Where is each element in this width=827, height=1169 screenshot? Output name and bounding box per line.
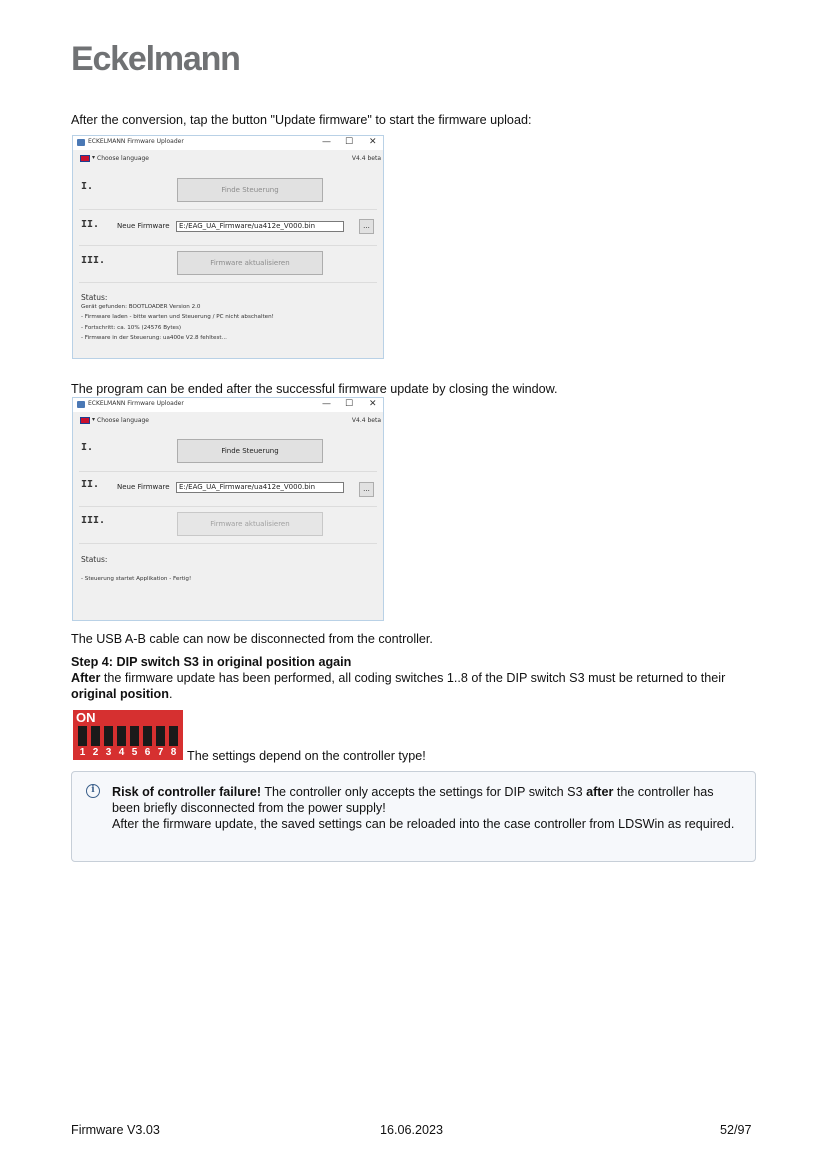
uk-flag-icon[interactable] <box>80 155 90 162</box>
step-one-label: I. <box>81 442 94 453</box>
status-line: - Firmware laden - bitte warten und Steuerung / PC nicht abschalten! <box>81 314 274 320</box>
firmware-path-input[interactable]: E:/EAG_UA_Firmware/ua412e_V000.bin <box>176 482 344 493</box>
dip-number: 8 <box>170 747 177 758</box>
dip-number: 4 <box>118 747 125 758</box>
dip-number: 2 <box>92 747 99 758</box>
language-selector[interactable]: Choose language <box>97 155 149 162</box>
intro-text: After the conversion, tap the button "Update firmware" to start the firmware upload: <box>71 113 532 127</box>
notice-text-3: After the firmware update, the saved settings can be reloaded into the case controller from LDSWin as required. <box>112 817 735 831</box>
dip-number: 3 <box>105 747 112 758</box>
uk-flag-icon[interactable] <box>80 417 90 424</box>
notice-text-2: the controller has been briefly disconnected from the power supply! <box>112 785 714 815</box>
after-bold: After <box>71 671 101 685</box>
original-position-bold: original position <box>71 687 169 701</box>
new-firmware-label: Neue Firmware <box>117 222 170 230</box>
browse-button[interactable]: ... <box>359 482 374 497</box>
firmware-path-input[interactable]: E:/EAG_UA_Firmware/ua412e_V000.bin <box>176 221 344 232</box>
browse-button[interactable]: ... <box>359 219 374 234</box>
version-label: V4.4 beta <box>351 155 381 162</box>
close-icon[interactable]: ✕ <box>369 137 377 147</box>
eckelmann-logo: Eckelmann <box>71 40 240 78</box>
dip-number: 6 <box>144 747 151 758</box>
dip-switch-slot <box>91 726 100 746</box>
minimize-icon[interactable]: — <box>322 399 331 409</box>
status-line: - Fortschritt: ca. 10% (24576 Bytes) <box>81 325 182 331</box>
dip-switch-slot <box>156 726 165 746</box>
close-icon[interactable]: ✕ <box>369 399 377 409</box>
step4-period: . <box>168 687 173 701</box>
version-label: V4.4 beta <box>351 417 381 424</box>
divider <box>79 543 377 544</box>
notice-text <box>112 784 742 832</box>
find-controller-button[interactable]: Finde Steuerung <box>177 178 323 202</box>
risk-notice-box <box>71 771 756 862</box>
divider <box>79 209 377 210</box>
language-selector[interactable]: Choose language <box>97 417 149 424</box>
step-two-label: II. <box>81 479 100 490</box>
status-line: - Steuerung startet Applikation - Fertig! <box>81 576 192 582</box>
title-bar <box>73 398 383 412</box>
status-line: Gerät gefunden: BOOTLOADER Version 2.0 <box>81 304 201 310</box>
divider <box>79 506 377 507</box>
status-line: - Firmware in der Steuerung: ua400e V2.8 fehltest... <box>81 335 227 341</box>
app-icon <box>77 401 85 408</box>
dip-switch-slot <box>130 726 139 746</box>
notice-text-1: The controller only accepts the settings for DIP switch S3 <box>261 785 587 799</box>
divider <box>79 471 377 472</box>
status-heading: Status: <box>81 555 108 564</box>
dip-switch-image <box>73 710 183 760</box>
step4-paragraph <box>71 670 761 702</box>
notice-bold-after: after <box>586 785 614 799</box>
maximize-icon[interactable]: ☐ <box>345 399 354 409</box>
step-three-label: III. <box>81 255 106 266</box>
dip-switch-slot <box>117 726 126 746</box>
divider <box>79 282 377 283</box>
dip-switch-slot <box>169 726 178 746</box>
step-one-label: I. <box>81 181 94 192</box>
app-icon <box>77 139 85 146</box>
window-title: ECKELMANN Firmware Uploader <box>88 400 184 407</box>
minimize-icon[interactable]: — <box>322 137 331 147</box>
chevron-down-icon[interactable]: ▾ <box>92 154 96 161</box>
divider <box>79 245 377 246</box>
dip-number: 5 <box>131 747 138 758</box>
info-icon: i <box>86 784 100 798</box>
dip-switch-slot <box>143 726 152 746</box>
dip-on-label: ON <box>76 710 96 725</box>
usb-disconnect-text: The USB A-B cable can now be disconnected from the controller. <box>71 632 433 646</box>
program-ended-text: The program can be ended after the successful firmware update by closing the window. <box>71 382 558 396</box>
dip-caption: The settings depend on the controller type! <box>187 749 426 763</box>
new-firmware-label: Neue Firmware <box>117 483 170 491</box>
dip-number: 7 <box>157 747 164 758</box>
update-firmware-button[interactable]: Firmware aktualisieren <box>177 512 323 536</box>
dip-switch-slot <box>78 726 87 746</box>
dip-number: 1 <box>79 747 86 758</box>
footer-date: 16.06.2023 <box>380 1123 444 1137</box>
dip-switch-slot <box>104 726 113 746</box>
update-firmware-button[interactable]: Firmware aktualisieren <box>177 251 323 275</box>
find-controller-button[interactable]: Finde Steuerung <box>177 439 323 463</box>
footer-document-version: Firmware V3.03 <box>71 1123 160 1137</box>
step4-text: the firmware update has been performed, all coding switches 1..8 of the DIP switch S3 must be returned to their <box>100 671 726 685</box>
firmware-uploader-window-1 <box>72 135 384 359</box>
title-bar <box>73 136 383 150</box>
window-title: ECKELMANN Firmware Uploader <box>88 138 184 145</box>
firmware-uploader-window-2 <box>72 397 384 621</box>
step-two-label: II. <box>81 219 100 230</box>
notice-bold-title: Risk of controller failure! <box>112 785 262 799</box>
maximize-icon[interactable]: ☐ <box>345 137 354 147</box>
step4-heading: Step 4: DIP switch S3 in original position again <box>71 655 352 669</box>
status-heading: Status: <box>81 293 108 302</box>
footer-page-number: 52/97 <box>720 1123 752 1137</box>
step-three-label: III. <box>81 515 106 526</box>
chevron-down-icon[interactable]: ▾ <box>92 416 96 423</box>
